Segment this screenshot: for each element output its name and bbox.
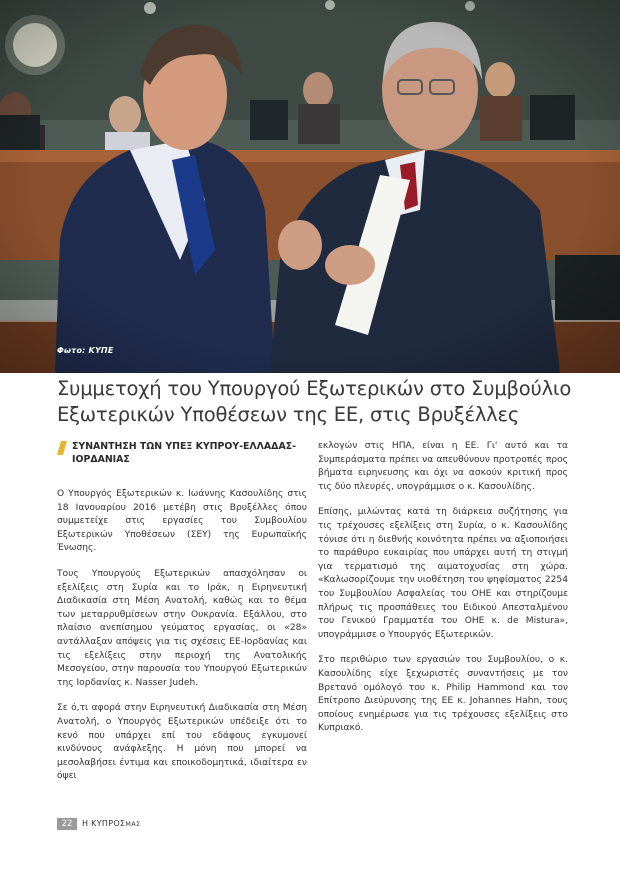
column-right	[318, 440, 568, 748]
accent-slash-icon	[57, 441, 67, 455]
page-number-badge: 22	[57, 818, 77, 830]
subhead-line1: ΣΥΝΑΝΤΗΣΗ ΤΩΝ ΥΠΕΞ ΚΥΠΡΟΥ-ΕΛΛΑΔΑΣ-	[72, 441, 296, 452]
column-left	[57, 440, 307, 796]
paragraph-5: Επίσης, μιλώντας κατά τη διάρκεια συζήτησης για τις τρέχουσες εξελίξεις στη Συρία, ο κ. Κασουλίδης τόνισε ότι η διεθνής κοινότητα πρέπει να αξιοποιήσει το παράθυρο ευκαιρίας που υπάρχει αυτή τη στιγμή για τερματισμό της αιματοχυσίας στη χώρα. «Καλωσορίζουμε την υιοθέτηση του ψηφίσματος 2254 του Συμβουλίου Ασφαλείας του ΟΗΕ και στηρίζουμε πλήρως τις προσπάθειες του Ειδικού Απεσταλμένου του Γενικού Γραμματέα του ΟΗΕ κ. de Mistura», υπογράμμισε ο Υπουργός Εξωτερικών.	[318, 507, 568, 640]
article-title-line2: Εξωτερικών Υποθέσεων της ΕΕ, στις Βρυξέλλες	[57, 403, 520, 426]
paragraph-2: Τους Υπουργούς Εξωτερικών απασχόλησαν οι εξελίξεις στη Συρία και το Ιράκ, η Ειρηνευτική Διαδικασία στη Μέση Ανατολή, καθώς και το θέμα των μεταρρυθμίσεων στην Ουκρανία. Εξάλλου, στο πλαίσιο ανεπίσημου γεύματος εργασίας, οι «28» αντάλλαξαν απόψεις για τις σχέσεις ΕΕ-Ιορδανίας και τις εξελίξεις στην περιοχή της Ανατολικής Μεσογείου, στην παρουσία του Υπουργού Εξωτερικών της Ιορδανίας κ. Nasser Judeh.	[57, 568, 307, 688]
page-footer	[57, 817, 140, 830]
section-subhead	[57, 440, 307, 466]
photo-illustration	[0, 0, 620, 373]
magazine-name-main: Η ΚΥΠΡΟΣ	[82, 819, 126, 828]
photo-credit: Φωτο: ΚΥΠΕ	[57, 346, 114, 355]
article-title	[57, 376, 597, 428]
paragraph-6: Στο περιθώριο των εργασιών του Συμβουλίου, ο κ. Κασουλίδης είχε ξεχωριστές συναντήσεις με τον Βρετανό ομόλογό του κ. Philip Hammond και τον Επίτροπο Διεύρυνσης της ΕΕ κ. Johannes Hahn, τους οποίους ενημέρωσε για τις τρέχουσες εξελίξεις στο Κυπριακό.	[318, 655, 568, 734]
magazine-name-small: ΜΑΣ	[125, 820, 141, 828]
paragraph-1: Ο Υπουργός Εξωτερικών κ. Ιωάννης Κασουλίδης στις 18 Ιανουαρίου 2016 μετέβη στις Βρυξέλλες όπου συμμετείχε στις εργασίες του Συμβουλίου Εξωτερικών Υποθέσεων (ΣΕΥ) της Ευρωπαϊκής Ένωσης.	[57, 489, 307, 554]
subhead-line2: ΙΟΡΔΑΝΙΑΣ	[72, 454, 130, 465]
article-title-line1: Συμμετοχή του Υπουργού Εξωτερικών στο Συμβούλιο	[57, 377, 572, 400]
magazine-name	[82, 819, 140, 828]
paragraph-3: Σε ό,τι αφορά στην Ειρηνευτική Διαδικασία στη Μέση Ανατολή, ο Υπουργός Εξωτερικών υπέδειξε ότι το κενό που υπάρχει επί του εδάφους εγκυμονεί κινδύνους ανάφλεξης. Η μόνη που μπορεί να μεσολαβήσει έντιμα και εποικοδομητικά, ιδιαίτερα εν όψει	[57, 703, 307, 782]
paragraph-4: εκλογών στις ΗΠΑ, είναι η ΕΕ. Γι' αυτό και τα Συμπεράσματα πρέπει να απευθύνουν προτροπές προς βήματα ειρηνευσης και όχι να ασκούν κριτική προς τις δύο πλευρές, υπογράμμισε ο κ. Κασουλίδης.	[318, 441, 568, 492]
article-photo	[0, 0, 620, 373]
